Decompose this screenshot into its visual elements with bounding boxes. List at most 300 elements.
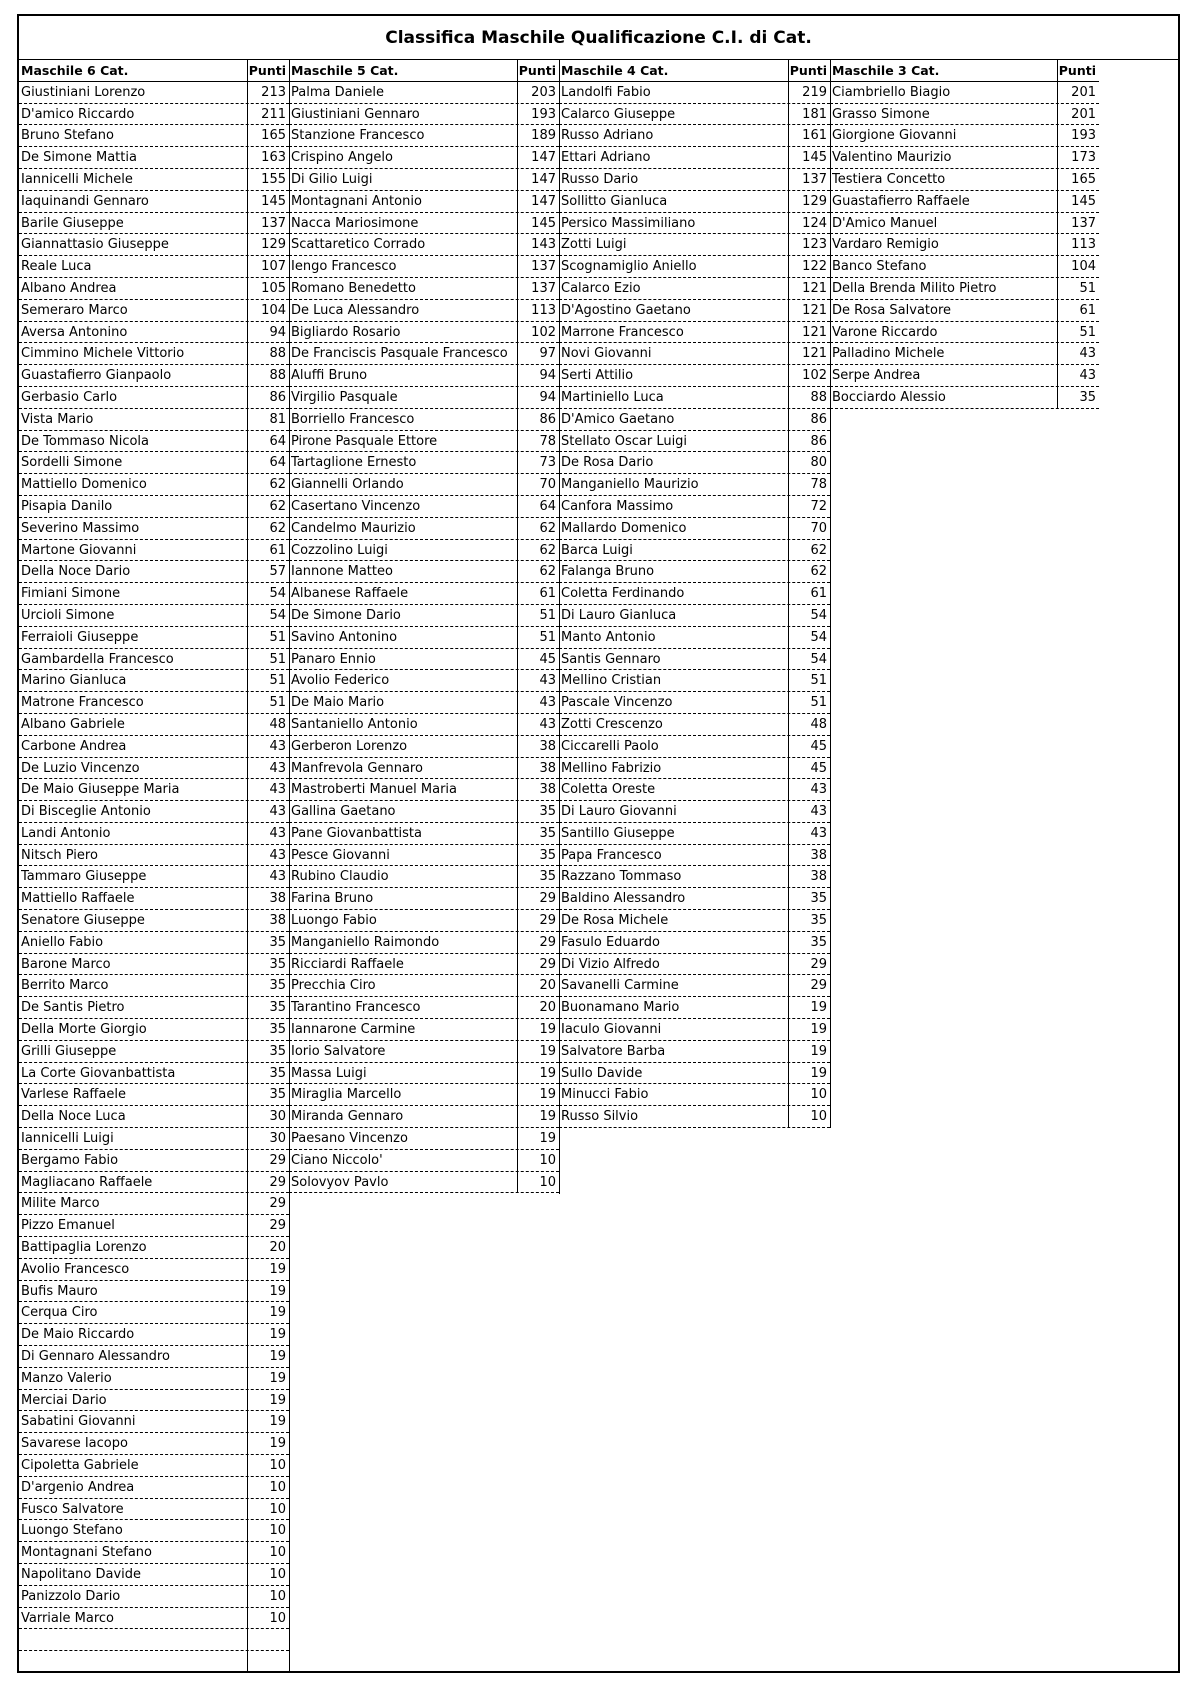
player-name: Romano Benedetto [291,280,416,296]
player-name: De Santis Pietro [21,1000,125,1016]
table-row [19,605,289,627]
player-name: Salvatore Barba [561,1043,666,1059]
player-name: Santillo Giuseppe [561,825,675,841]
table-row [559,932,830,954]
table-row [289,256,559,278]
table-row [559,300,830,322]
table-row [19,1259,289,1281]
player-points: 124 [788,213,830,234]
player-name: Iengo Francesco [291,259,397,275]
table-row [289,866,559,888]
table-row [559,888,830,910]
table-row [19,975,289,997]
player-name: Di Lauro Gianluca [561,607,677,623]
table-row [289,474,559,496]
player-name: Rubino Claudio [291,869,389,885]
points-header: Punti [1057,60,1099,81]
table-row [19,1150,289,1172]
table-row [559,452,830,474]
table-row [19,758,289,780]
player-points: 193 [517,104,559,125]
player-name: Pascale Vincenzo [561,695,673,711]
player-name: D'Amico Manuel [832,215,938,231]
player-points: 51 [247,692,289,713]
player-points: 137 [788,169,830,190]
player-points: 29 [788,954,830,975]
table-row [830,213,1099,235]
player-name: Cimmino Michele Vittorio [21,346,185,362]
table-row [19,1433,289,1455]
player-name: Manfrevola Gennaro [291,760,423,776]
player-name: Aniello Fabio [21,934,104,950]
player-points: 10 [788,1084,830,1105]
category-header [19,60,289,82]
table-row [19,169,289,191]
player-points: 35 [247,954,289,975]
player-points: 43 [517,670,559,691]
table-row [289,823,559,845]
table-row [289,387,559,409]
table-row [19,583,289,605]
player-name: Berrito Marco [21,978,109,994]
player-points: 35 [247,997,289,1018]
table-row [19,365,289,387]
player-points: 147 [517,191,559,212]
player-name: Grilli Giuseppe [21,1043,117,1059]
player-name: Fasulo Eduardo [561,934,660,950]
table-row [289,997,559,1019]
player-name: Zotti Luigi [561,237,627,253]
player-name: Gambardella Francesco [21,651,174,667]
player-points: 213 [247,82,289,103]
player-points: 19 [788,1041,830,1062]
player-name: Di Gennaro Alessandro [21,1349,170,1365]
player-points: 35 [788,910,830,931]
player-points: 51 [788,692,830,713]
player-name: De Simone Dario [291,607,401,623]
player-points: 51 [247,670,289,691]
table-row [19,1106,289,1128]
player-points: 102 [517,322,559,343]
table-row [19,823,289,845]
table-row [289,213,559,235]
player-points: 121 [788,278,830,299]
player-points: 43 [247,845,289,866]
player-name: Bufis Mauro [21,1283,98,1299]
player-points: 57 [247,561,289,582]
table-row [559,125,830,147]
player-points: 113 [517,300,559,321]
player-points: 88 [788,387,830,408]
player-name: Nacca Mariosimone [291,215,419,231]
player-points: 86 [788,409,830,430]
table-row [559,823,830,845]
table-row [19,343,289,365]
player-name: Varriale Marco [21,1610,114,1626]
table-row [559,496,830,518]
player-points: 78 [788,474,830,495]
player-points: 155 [247,169,289,190]
player-name: Giustiniani Gennaro [291,106,420,122]
player-points: 19 [517,1084,559,1105]
player-name: Iannicelli Luigi [21,1131,114,1147]
player-points: 38 [517,779,559,800]
table-row [19,234,289,256]
player-name: Savino Antonino [291,629,398,645]
player-name: Giannattasio Giuseppe [21,237,169,253]
table-row [559,322,830,344]
table-row [19,845,289,867]
player-points: 35 [247,1041,289,1062]
points-divider [247,60,248,1671]
player-points: 19 [247,1390,289,1411]
player-name: De Rosa Salvatore [832,302,952,318]
table-row [830,300,1099,322]
player-name: Manganiello Raimondo [291,934,440,950]
table-row [19,518,289,540]
table-row [19,82,289,104]
category-column [289,60,559,1193]
player-name: De Simone Mattia [21,150,137,166]
player-points: 10 [247,1499,289,1520]
player-points: 62 [247,518,289,539]
player-name: Miraglia Marcello [291,1087,402,1103]
player-name: Iannicelli Michele [21,171,133,187]
table-row [289,104,559,126]
player-name: Cipoletta Gabriele [21,1458,139,1473]
player-points: 35 [247,1019,289,1040]
player-name: Minucci Fabio [561,1087,649,1103]
table-row [559,256,830,278]
player-name: Giannelli Orlando [291,477,404,493]
table-row [19,1542,289,1564]
player-name: Iaculo Giovanni [561,1022,662,1038]
player-points: 61 [247,540,289,561]
ranking-sheet [17,14,1180,1673]
table-row [19,125,289,147]
table-row [559,387,830,409]
table-row [19,736,289,758]
player-name: Panizzolo Dario [21,1588,121,1604]
player-points: 147 [517,147,559,168]
player-points: 173 [1057,147,1099,168]
player-points: 43 [247,779,289,800]
player-name: Merciai Dario [21,1392,107,1408]
player-points: 19 [247,1368,289,1389]
player-points: 86 [788,431,830,452]
player-points: 102 [788,365,830,386]
category-title: Maschile 5 Cat. [291,63,399,78]
player-name: Albanese Raffaele [291,586,409,602]
points-header: Punti [517,60,559,81]
table-row [289,1084,559,1106]
player-points: 45 [788,736,830,757]
player-name: Fusco Salvatore [21,1501,124,1517]
player-points: 29 [788,975,830,996]
player-name: Stellato Oscar Luigi [561,433,688,449]
player-points: 94 [517,387,559,408]
category-title: Maschile 3 Cat. [832,63,940,78]
table-row [830,82,1099,104]
table-row [289,496,559,518]
player-name: Bocciardo Alessio [832,389,946,405]
player-name: Farina Bruno [291,891,374,907]
player-points: 51 [517,627,559,648]
table-row [19,1608,289,1630]
player-points: 43 [788,823,830,844]
table-row [830,387,1099,409]
player-points: 29 [517,888,559,909]
player-name: Albano Andrea [21,280,117,296]
player-points: 104 [1057,256,1099,277]
player-name: De Rosa Michele [561,913,669,929]
player-points: 62 [517,518,559,539]
player-points: 29 [247,1172,289,1193]
player-points: 62 [247,496,289,517]
player-points: 86 [247,387,289,408]
player-points: 72 [788,496,830,517]
table-row [19,1411,289,1433]
player-points: 113 [1057,234,1099,255]
player-points: 29 [517,910,559,931]
player-name: Fimiani Simone [21,586,121,602]
table-row [559,147,830,169]
player-name: Iannone Matteo [291,564,393,580]
player-points: 43 [247,823,289,844]
player-name: Virgilio Pasquale [291,389,398,405]
table-row [559,1106,830,1128]
player-name: Marrone Francesco [561,324,684,340]
player-name: Di Lauro Giovanni [561,804,677,820]
player-name: Mellino Cristian [561,673,662,689]
table-row [559,758,830,780]
player-name: Ciambriello Biagio [832,84,951,100]
player-name: Russo Dario [561,171,639,187]
player-points: 122 [788,256,830,277]
table-row [19,104,289,126]
table-row [559,583,830,605]
category-title: Maschile 4 Cat. [561,63,669,78]
player-points: 189 [517,125,559,146]
player-name: Borriello Francesco [291,411,415,427]
category-title: Maschile 6 Cat. [21,63,129,78]
player-points: 48 [247,714,289,735]
page-title: Classifica Maschile Qualificazione C.I. di Cat. [19,16,1178,60]
table-row [559,692,830,714]
player-name: Casertano Vincenzo [291,498,421,514]
table-row [289,343,559,365]
player-name: Napolitano Davide [21,1566,142,1582]
player-points: 143 [517,234,559,255]
table-row [19,714,289,736]
player-points: 147 [517,169,559,190]
player-points: 19 [517,1063,559,1084]
player-name: Scattaretico Corrado [291,237,426,253]
table-row [559,779,830,801]
table-row [289,191,559,213]
table-row [19,191,289,213]
player-name: Aluffi Bruno [291,368,368,384]
table-row [830,365,1099,387]
player-points: 107 [247,256,289,277]
table-row [19,1128,289,1150]
table-row [289,431,559,453]
player-points: 43 [247,801,289,822]
player-name: Calarco Giuseppe [561,106,676,122]
player-name: Bigliardo Rosario [291,324,401,340]
player-points: 51 [1057,322,1099,343]
table-row [559,82,830,104]
table-row [559,213,830,235]
player-name: Ettari Adriano [561,150,651,166]
player-points: 35 [1057,387,1099,408]
table-row [289,954,559,976]
player-name: Candelmo Maurizio [291,520,416,536]
player-points: 19 [247,1281,289,1302]
player-name: Pesce Giovanni [291,847,390,863]
player-name: Mallardo Domenico [561,520,687,536]
table-row [19,431,289,453]
player-name: D'amico Riccardo [21,106,135,122]
table-row [19,1477,289,1499]
player-name: Martone Giovanni [21,542,137,558]
player-name: Ciano Niccolo' [291,1152,383,1168]
player-name: Calarco Ezio [561,280,641,296]
player-name: Grasso Simone [832,106,930,122]
table-row [19,627,289,649]
category-column [830,60,1099,409]
table-row [289,518,559,540]
table-row [19,300,289,322]
player-points: 181 [788,104,830,125]
table-row [19,1324,289,1346]
player-points: 86 [517,409,559,430]
player-points: 10 [247,1542,289,1563]
table-row [19,1346,289,1368]
player-points: 145 [517,213,559,234]
player-name: Solovyov Pavlo [291,1174,389,1190]
table-row [19,1063,289,1085]
table-row [289,1172,559,1194]
player-name: Vista Mario [21,411,94,427]
player-name: Landi Antonio [21,825,111,841]
player-name: Crispino Angelo [291,150,393,166]
player-points: 19 [517,1041,559,1062]
player-points: 29 [247,1150,289,1171]
player-points: 193 [1057,125,1099,146]
player-name: La Corte Giovanbattista [21,1065,176,1081]
table-row [289,888,559,910]
player-name: Avolio Francesco [21,1261,130,1277]
table-row [559,191,830,213]
player-points: 38 [517,736,559,757]
player-points: 38 [517,758,559,779]
table-row [559,714,830,736]
player-name: Pizzo Emanuel [21,1218,115,1234]
table-row [289,605,559,627]
table-row [289,583,559,605]
table-row [19,561,289,583]
table-row [289,365,559,387]
player-name: Di Bisceglie Antonio [21,804,151,820]
player-points: 129 [788,191,830,212]
player-points: 19 [247,1302,289,1323]
player-points: 10 [247,1608,289,1629]
table-row [19,1084,289,1106]
table-row [19,1499,289,1521]
player-points: 38 [788,866,830,887]
table-row [19,888,289,910]
player-points: 54 [788,605,830,626]
player-points: 145 [788,147,830,168]
table-row [19,474,289,496]
player-name: Iorio Salvatore [291,1043,386,1059]
player-name: Palma Daniele [291,84,385,100]
table-row [19,932,289,954]
player-name: Montagnani Stefano [21,1545,152,1561]
player-name: Landolfi Fabio [561,84,651,100]
player-points: 81 [247,409,289,430]
table-row [289,82,559,104]
player-points: 35 [788,888,830,909]
player-points: 121 [788,322,830,343]
table-row [289,540,559,562]
table-row [830,104,1099,126]
player-name: Russo Adriano [561,128,654,144]
player-name: Avolio Federico [291,673,390,689]
player-points: 54 [247,583,289,604]
player-name: Carbone Andrea [21,738,127,754]
table-row [289,649,559,671]
player-points: 10 [517,1150,559,1171]
table-row [19,649,289,671]
table-row [289,932,559,954]
player-name: Della Noce Dario [21,564,131,580]
player-points: 137 [517,256,559,277]
player-name: Barile Giuseppe [21,215,124,231]
table-row [19,1041,289,1063]
player-name: Palladino Michele [832,346,945,362]
player-name: Savanelli Carmine [561,978,679,994]
player-name: Barone Marco [21,956,111,972]
table-row [289,409,559,431]
player-points: 29 [517,954,559,975]
player-name: Cozzolino Luigi [291,542,388,558]
table-row [289,845,559,867]
player-points: 73 [517,452,559,473]
player-name: Massa Luigi [291,1065,367,1081]
player-points: 19 [517,1106,559,1127]
player-points: 51 [788,670,830,691]
table-row [19,1215,289,1237]
table-row [19,1237,289,1259]
player-points: 201 [1057,104,1099,125]
table-row [559,104,830,126]
player-name: Savarese Iacopo [21,1436,128,1452]
points-header: Punti [247,60,289,81]
player-name: Barca Luigi [561,542,633,558]
player-points: 43 [1057,365,1099,386]
table-row [289,125,559,147]
player-points: 201 [1057,82,1099,103]
player-name: Mastroberti Manuel Maria [291,782,458,798]
table-row [559,278,830,300]
player-points: 64 [517,496,559,517]
player-name: Ciccarelli Paolo [561,738,659,754]
player-points [247,1629,289,1650]
table-row [289,779,559,801]
player-points: 19 [788,1019,830,1040]
